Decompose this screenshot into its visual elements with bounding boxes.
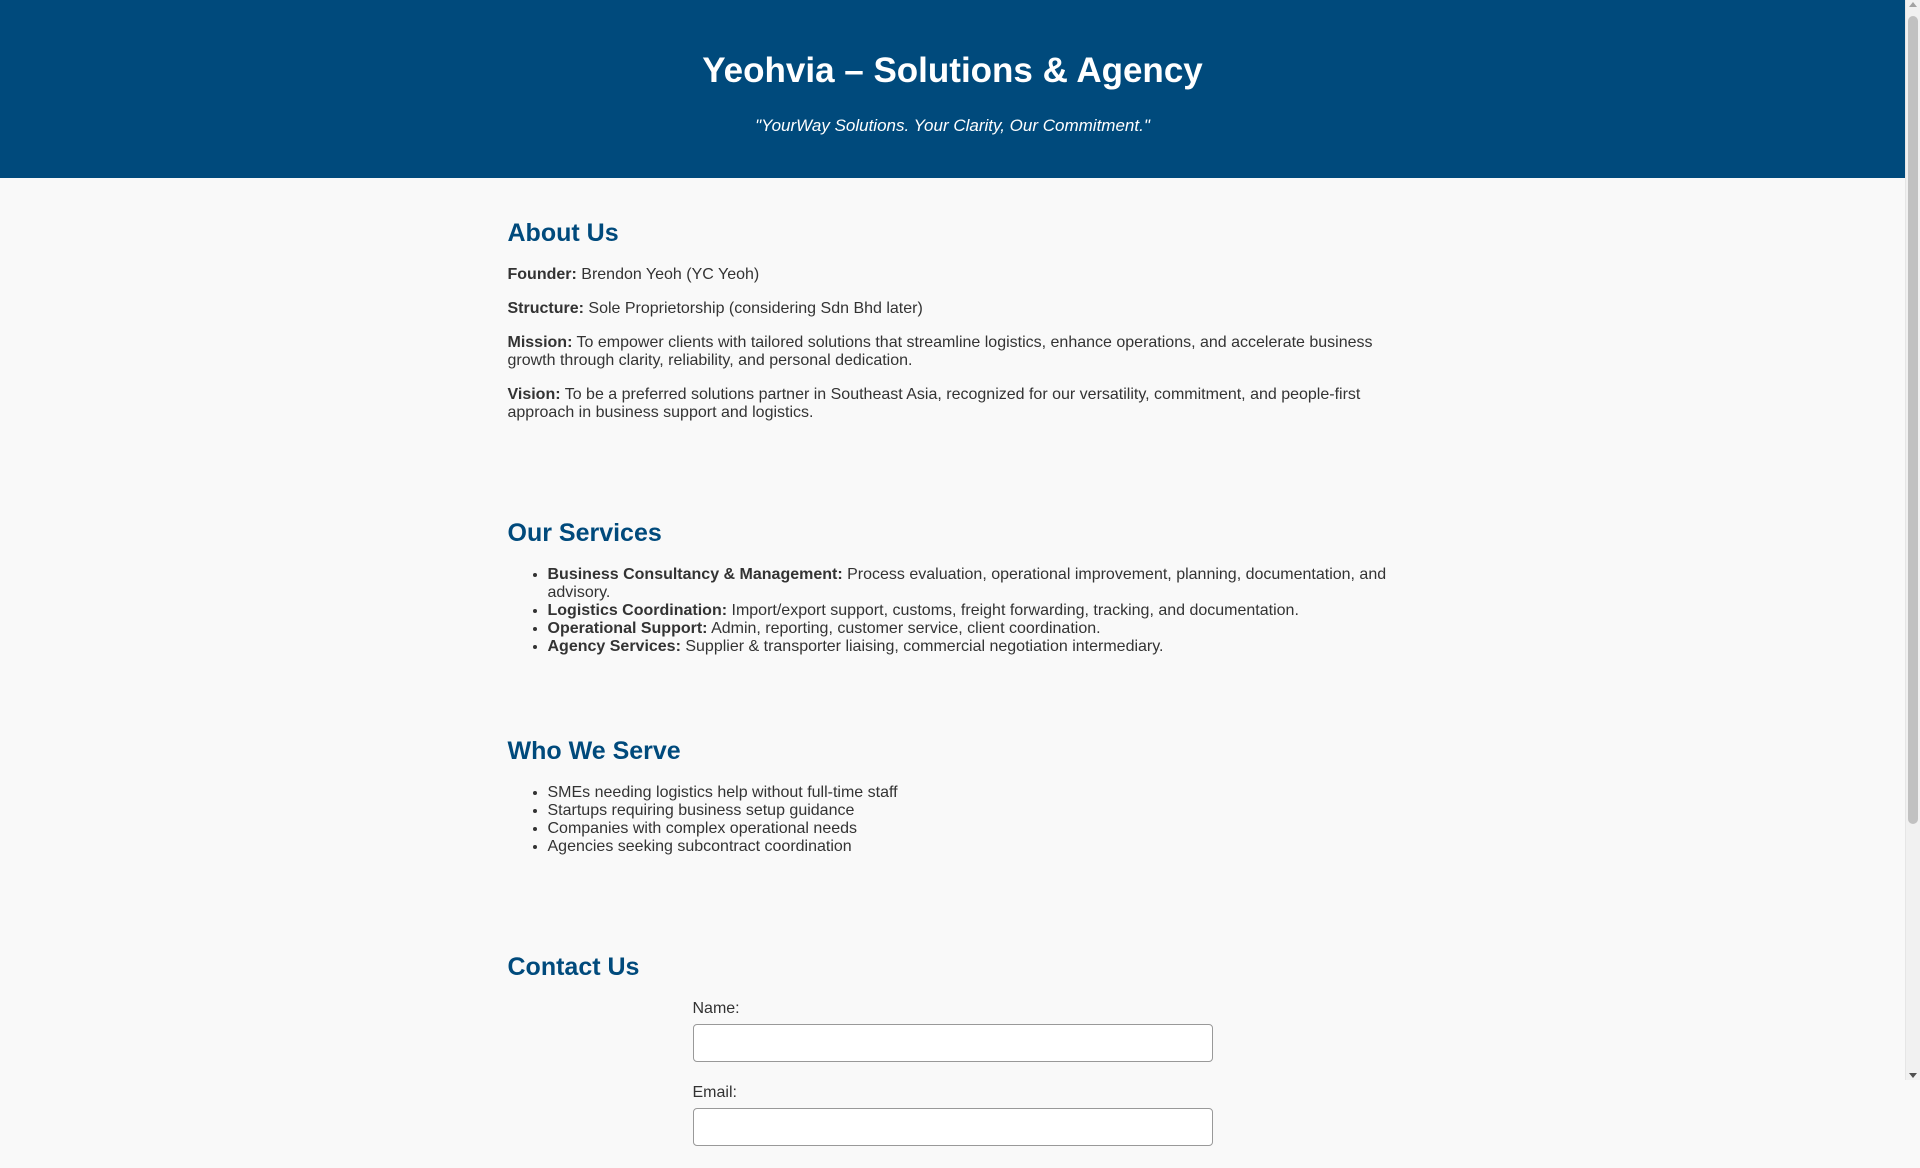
site-header bbox=[0, 0, 1905, 178]
list-item bbox=[548, 620, 1398, 638]
service-text: Supplier & transporter liaising, commercial negotiation intermediary. bbox=[685, 638, 1164, 655]
contact-heading: Contact Us bbox=[507, 953, 640, 981]
contact-section bbox=[508, 952, 1398, 1168]
about-vision bbox=[508, 386, 1398, 422]
about-heading: About Us bbox=[507, 219, 619, 247]
list-item: • Startups requiring business setup guidance bbox=[548, 802, 1398, 820]
list-item: • Companies with complex operational needs bbox=[548, 820, 1398, 838]
list-item: • SMEs needing logistics help without full-time staff bbox=[548, 784, 1398, 802]
name-input[interactable] bbox=[693, 1024, 1213, 1062]
scrollbar-thumb[interactable] bbox=[1908, 16, 1918, 824]
services-list bbox=[508, 566, 1398, 656]
about-section bbox=[508, 218, 1398, 422]
service-label: Agency Services: bbox=[547, 638, 681, 655]
about-structure bbox=[508, 300, 1398, 318]
serve-section bbox=[508, 736, 1398, 856]
list-item: • Agencies seeking subcontract coordination bbox=[548, 838, 1398, 856]
service-text: Admin, reporting, customer service, client coordination. bbox=[711, 620, 1101, 637]
service-text: Import/export support, customs, freight forwarding, tracking, and documentation. bbox=[731, 602, 1299, 619]
about-vision-text: To be a preferred solutions partner in Southeast Asia, recognized for our versatility, commitment, and people-first approach in business support and logistics. bbox=[507, 386, 1361, 421]
about-structure-label: Structure: bbox=[507, 300, 584, 317]
about-founder bbox=[508, 266, 1398, 284]
list-item bbox=[548, 566, 1398, 602]
scroll-down-icon[interactable] bbox=[1909, 1073, 1917, 1078]
main-content bbox=[508, 178, 1398, 1168]
about-mission-text: To empower clients with tailored solutions that streamline logistics, enhance operations, and accelerate business growth through clarity, reliability, and personal dedication. bbox=[507, 334, 1373, 369]
service-label: Logistics Coordination: bbox=[547, 602, 728, 619]
services-section bbox=[508, 518, 1398, 656]
list-item bbox=[548, 638, 1398, 656]
name-label: Name: bbox=[692, 1000, 740, 1017]
serve-list bbox=[508, 784, 1398, 856]
service-label: Operational Support: bbox=[547, 620, 708, 637]
site-tagline: "YourWay Solutions. Your Clarity, Our Commitment." bbox=[755, 116, 1150, 135]
services-heading: Our Services bbox=[507, 519, 662, 547]
contact-form bbox=[693, 1000, 1213, 1168]
site-title: Yeohvia – Solutions & Agency bbox=[702, 51, 1203, 90]
about-structure-text: Sole Proprietorship (considering Sdn Bhd later) bbox=[588, 300, 923, 317]
about-founder-label: Founder: bbox=[507, 266, 577, 283]
service-text: Process evaluation, operational improvement, planning, documentation, and advisory. bbox=[547, 566, 1387, 601]
about-vision-label: Vision: bbox=[507, 386, 561, 403]
about-mission-label: Mission: bbox=[507, 334, 573, 351]
page-scrollbar[interactable] bbox=[1905, 0, 1920, 1080]
about-founder-text: Brendon Yeoh (YC Yeoh) bbox=[581, 266, 760, 283]
list-item bbox=[548, 602, 1398, 620]
email-label: Email: bbox=[692, 1084, 737, 1101]
about-mission bbox=[508, 334, 1398, 370]
scroll-up-icon[interactable] bbox=[1909, 2, 1917, 7]
serve-heading: Who We Serve bbox=[507, 737, 681, 765]
service-label: Business Consultancy & Management: bbox=[547, 566, 843, 583]
email-input[interactable] bbox=[693, 1108, 1213, 1146]
